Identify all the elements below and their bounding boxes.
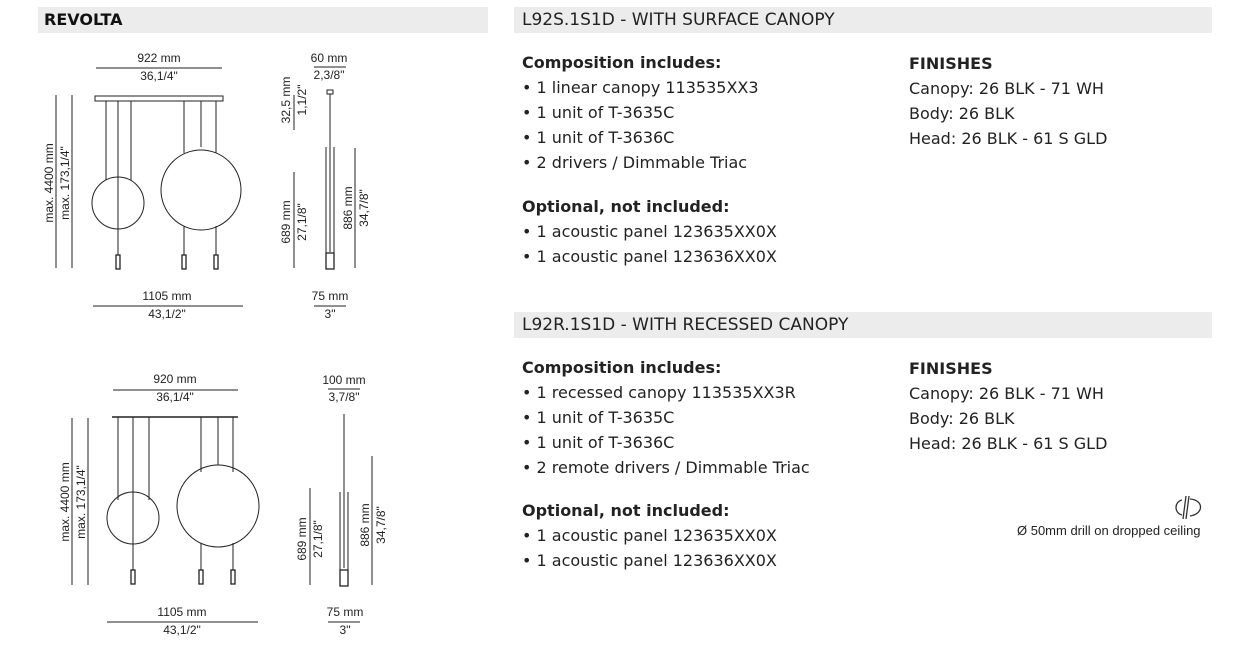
section-2-title: L92R.1S1D - WITH RECESSED CANOPY bbox=[522, 315, 849, 335]
head-left bbox=[182, 255, 186, 269]
finish-canopy: Canopy: 26 BLK - 71 WH bbox=[909, 384, 1104, 403]
section-1-composition bbox=[522, 50, 777, 269]
list-item: • 1 acoustic panel 123636XX0X bbox=[522, 247, 777, 266]
list-item: • 1 unit of T-3636C bbox=[522, 433, 675, 452]
finishes-heading: FINISHES bbox=[909, 359, 993, 378]
drawing-surface-canopy bbox=[0, 0, 500, 330]
head-right bbox=[214, 255, 218, 269]
drill-note: Ø 50mm drill on dropped ceiling bbox=[1017, 523, 1201, 538]
dim-886-mm: 886 mm bbox=[358, 503, 372, 547]
dim-total-in: 43,1/2" bbox=[148, 307, 186, 321]
head-left bbox=[199, 570, 203, 584]
drill-icon bbox=[1170, 496, 1210, 520]
finish-head: Head: 26 BLK - 61 S GLD bbox=[909, 434, 1108, 453]
list-item: • 1 unit of T-3636C bbox=[522, 128, 675, 147]
composition-heading: Composition includes: bbox=[522, 358, 722, 377]
dim-canopy-mm: 60 mm bbox=[310, 51, 348, 65]
canopy-shape bbox=[95, 96, 223, 101]
dim-total-mm: 1105 mm bbox=[142, 289, 192, 303]
large-disc bbox=[177, 465, 259, 547]
dim-height-mm: max. 4400 mm bbox=[58, 462, 72, 542]
dim-width-mm: 920 mm bbox=[153, 372, 197, 386]
dim-689-mm: 689 mm bbox=[279, 200, 293, 244]
section-2-composition bbox=[522, 355, 810, 573]
composition-heading: Composition includes: bbox=[522, 53, 722, 72]
dim-width-in: 36,1/4" bbox=[156, 390, 194, 404]
dim-height-in: max. 173,1/4" bbox=[58, 146, 72, 220]
list-item: • 1 acoustic panel 123635XX0X bbox=[522, 222, 777, 241]
dim-width-mm: 922 mm bbox=[137, 51, 181, 65]
brand-title: REVOLTA bbox=[44, 10, 123, 29]
dim-height-mm: max. 4400 mm bbox=[42, 143, 56, 223]
section-1-header bbox=[514, 7, 1212, 33]
list-item: • 1 unit of T-3635C bbox=[522, 408, 675, 427]
section-1-title: L92S.1S1D - WITH SURFACE CANOPY bbox=[522, 10, 835, 30]
list-item: • 2 remote drivers / Dimmable Triac bbox=[522, 458, 810, 477]
finish-head: Head: 26 BLK - 61 S GLD bbox=[909, 129, 1108, 148]
dim-canopy-h-in: 1,1/2" bbox=[295, 84, 309, 116]
small-head bbox=[116, 255, 120, 269]
dim-height-in: max. 173,1/4" bbox=[74, 465, 88, 539]
dim-base-in: 3" bbox=[324, 307, 336, 321]
dim-689-in: 27,1/8" bbox=[311, 520, 325, 558]
list-item: • 1 acoustic panel 123636XX0X bbox=[522, 551, 777, 570]
section-2-finishes bbox=[909, 356, 1107, 456]
finish-canopy: Canopy: 26 BLK - 71 WH bbox=[909, 79, 1104, 98]
dim-base-mm: 75 mm bbox=[311, 289, 349, 303]
dim-689-in: 27,1/8" bbox=[295, 203, 309, 241]
dim-886-in: 34,7/8" bbox=[357, 189, 371, 227]
section-1-finishes bbox=[909, 51, 1107, 151]
section-2-header bbox=[514, 312, 1212, 338]
dim-canopy-mm: 100 mm bbox=[322, 373, 366, 387]
list-item: • 2 drivers / Dimmable Triac bbox=[522, 153, 748, 172]
dim-689-mm: 689 mm bbox=[295, 517, 309, 561]
dim-total-in: 43,1/2" bbox=[163, 623, 201, 637]
list-item: • 1 recessed canopy 113535XX3R bbox=[522, 383, 796, 402]
dim-canopy-in: 2,3/8" bbox=[313, 68, 345, 82]
finish-body: Body: 26 BLK bbox=[909, 409, 1015, 428]
dim-total-mm: 1105 mm bbox=[157, 605, 207, 619]
drawing-recessed-canopy bbox=[0, 330, 500, 663]
dim-886-mm: 886 mm bbox=[341, 186, 355, 230]
dim-canopy-in: 3,7/8" bbox=[328, 390, 360, 404]
small-head bbox=[131, 570, 135, 584]
optional-heading: Optional, not included: bbox=[522, 197, 730, 216]
dim-width-in: 36,1/4" bbox=[140, 69, 178, 83]
finish-body: Body: 26 BLK bbox=[909, 104, 1015, 123]
finishes-heading: FINISHES bbox=[909, 54, 993, 73]
list-item: • 1 acoustic panel 123635XX0X bbox=[522, 526, 777, 545]
large-disc bbox=[161, 150, 241, 230]
list-item: • 1 unit of T-3635C bbox=[522, 103, 675, 122]
head-right bbox=[231, 570, 235, 584]
dim-canopy-h-mm: 32,5 mm bbox=[279, 76, 293, 124]
dim-886-in: 34,7/8" bbox=[374, 506, 388, 544]
optional-heading: Optional, not included: bbox=[522, 501, 730, 520]
dim-base-in: 3" bbox=[339, 623, 351, 637]
dim-base-mm: 75 mm bbox=[326, 605, 364, 619]
list-item: • 1 linear canopy 113535XX3 bbox=[522, 78, 759, 97]
